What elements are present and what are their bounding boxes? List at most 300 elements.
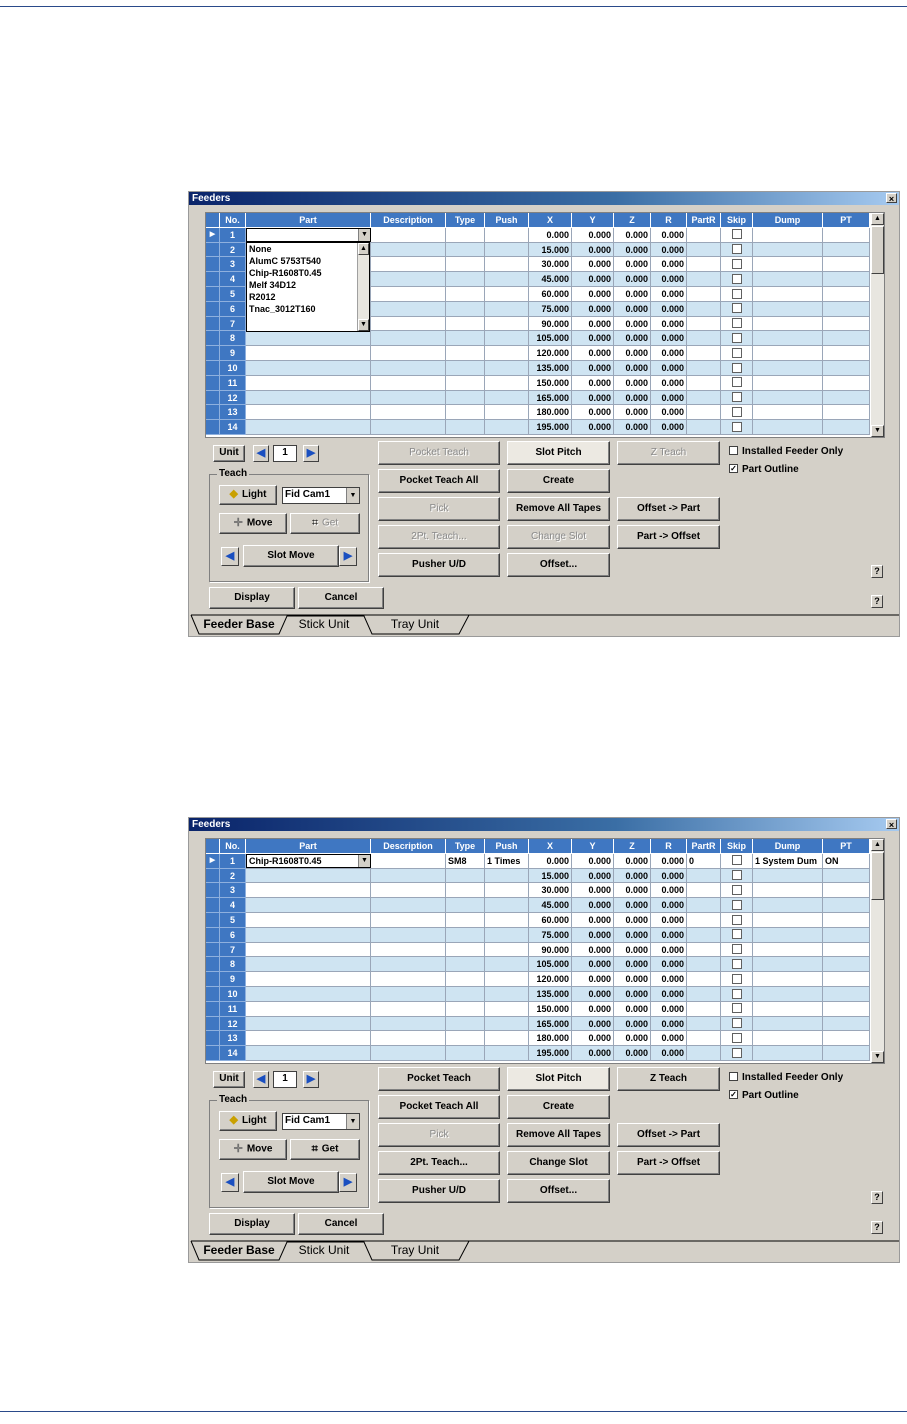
cell-description[interactable]: [371, 228, 446, 243]
tab-feeder-base[interactable]: Feeder Base: [203, 1243, 275, 1257]
cell-type[interactable]: [446, 391, 485, 406]
cell-partr[interactable]: [687, 869, 721, 884]
cell-push[interactable]: [485, 228, 529, 243]
cell-type[interactable]: SM8: [446, 854, 485, 869]
slot-pitch-button[interactable]: Slot Pitch: [507, 1067, 610, 1091]
skip-checkbox[interactable]: [732, 900, 742, 910]
cell-y[interactable]: 0.000: [572, 228, 614, 243]
create-button[interactable]: Create: [507, 1095, 610, 1119]
cell-push[interactable]: [485, 898, 529, 913]
cell-r[interactable]: 0.000: [651, 928, 687, 943]
cell-z[interactable]: 0.000: [614, 972, 651, 987]
cell-pt[interactable]: [823, 972, 870, 987]
slot-prev-arrow-icon[interactable]: ◀: [221, 1173, 239, 1192]
cell-partr[interactable]: [687, 287, 721, 302]
cell-dump[interactable]: [753, 913, 823, 928]
cell-push[interactable]: [485, 1002, 529, 1017]
cell-no[interactable]: 9: [220, 972, 246, 987]
cell-dump[interactable]: 1 System Dum: [753, 854, 823, 869]
cell-no[interactable]: 2: [220, 243, 246, 258]
tab-stick-unit[interactable]: Stick Unit: [298, 1243, 350, 1257]
cell-pt[interactable]: [823, 243, 870, 258]
cell-no[interactable]: 7: [220, 943, 246, 958]
cell-description[interactable]: [371, 391, 446, 406]
offset-to-part-button[interactable]: Offset -> Part: [617, 497, 720, 521]
cell-skip[interactable]: [721, 272, 753, 287]
cell-type[interactable]: [446, 1031, 485, 1046]
table-row[interactable]: [206, 420, 872, 435]
cell-pt[interactable]: [823, 987, 870, 1002]
cell-pt[interactable]: [823, 317, 870, 332]
cell-dump[interactable]: [753, 987, 823, 1002]
cell-partr[interactable]: [687, 405, 721, 420]
skip-checkbox[interactable]: [732, 377, 742, 387]
cell-pt[interactable]: [823, 228, 870, 243]
cell-r[interactable]: 0.000: [651, 228, 687, 243]
pusher-button[interactable]: Pusher U/D: [378, 553, 500, 577]
cell-skip[interactable]: [721, 913, 753, 928]
cell-r[interactable]: 0.000: [651, 391, 687, 406]
skip-checkbox[interactable]: [732, 1033, 742, 1043]
column-header[interactable]: Push: [485, 213, 529, 228]
cell-no[interactable]: 7: [220, 317, 246, 332]
cell-pt[interactable]: [823, 928, 870, 943]
cell-x[interactable]: 30.000: [529, 883, 572, 898]
cell-push[interactable]: [485, 972, 529, 987]
cell-dump[interactable]: [753, 869, 823, 884]
table-row[interactable]: [206, 869, 872, 884]
cell-z[interactable]: 0.000: [614, 854, 651, 869]
cell-dump[interactable]: [753, 972, 823, 987]
skip-checkbox[interactable]: [732, 407, 742, 417]
skip-checkbox[interactable]: [732, 929, 742, 939]
tab-tray-unit[interactable]: Tray Unit: [390, 617, 440, 631]
chevron-down-icon[interactable]: ▼: [346, 488, 359, 503]
cell-y[interactable]: 0.000: [572, 243, 614, 258]
cell-skip[interactable]: [721, 883, 753, 898]
cell-y[interactable]: 0.000: [572, 1002, 614, 1017]
unit-value[interactable]: 1: [273, 1071, 297, 1088]
column-header[interactable]: PT: [823, 839, 870, 854]
cell-part[interactable]: [246, 987, 371, 1002]
cell-r[interactable]: 0.000: [651, 361, 687, 376]
offset-button[interactable]: Offset...: [507, 553, 610, 577]
cell-type[interactable]: [446, 957, 485, 972]
dropdown-option[interactable]: Melf 34D12: [249, 279, 297, 290]
cell-type[interactable]: [446, 898, 485, 913]
cell-pt[interactable]: [823, 361, 870, 376]
help-button[interactable]: ?: [871, 1191, 883, 1204]
cell-push[interactable]: [485, 1046, 529, 1061]
part-outline-option[interactable]: [729, 464, 799, 475]
cell-r[interactable]: 0.000: [651, 243, 687, 258]
column-header[interactable]: Y: [572, 213, 614, 228]
cell-no[interactable]: 4: [220, 272, 246, 287]
column-header[interactable]: Part: [246, 213, 371, 228]
cell-description[interactable]: [371, 928, 446, 943]
cell-z[interactable]: 0.000: [614, 869, 651, 884]
cell-y[interactable]: 0.000: [572, 272, 614, 287]
cell-part[interactable]: [246, 346, 371, 361]
skip-checkbox[interactable]: [732, 855, 742, 865]
scroll-up-icon[interactable]: ▲: [871, 839, 884, 851]
cell-pt[interactable]: [823, 913, 870, 928]
cell-partr[interactable]: [687, 361, 721, 376]
skip-checkbox[interactable]: [732, 1048, 742, 1058]
slot-next-arrow-icon[interactable]: ▶: [339, 1173, 357, 1192]
slot-prev-arrow-icon[interactable]: ◀: [221, 547, 239, 566]
cell-x[interactable]: 120.000: [529, 972, 572, 987]
table-row[interactable]: [206, 1002, 872, 1017]
cell-partr[interactable]: [687, 257, 721, 272]
close-button[interactable]: ×: [886, 819, 897, 829]
cell-push[interactable]: [485, 883, 529, 898]
cell-push[interactable]: [485, 928, 529, 943]
cell-skip[interactable]: [721, 243, 753, 258]
change-slot-button[interactable]: Change Slot: [507, 1151, 610, 1175]
column-header[interactable]: Z: [614, 839, 651, 854]
cell-no[interactable]: 11: [220, 1002, 246, 1017]
cell-type[interactable]: [446, 331, 485, 346]
cell-x[interactable]: 75.000: [529, 302, 572, 317]
cell-y[interactable]: 0.000: [572, 346, 614, 361]
cell-r[interactable]: 0.000: [651, 1017, 687, 1032]
dropdown-option[interactable]: AlumC 5753T540: [249, 255, 322, 266]
cell-skip[interactable]: [721, 957, 753, 972]
cell-description[interactable]: [371, 1017, 446, 1032]
cell-description[interactable]: [371, 957, 446, 972]
column-header[interactable]: Z: [614, 213, 651, 228]
cell-type[interactable]: [446, 376, 485, 391]
cell-type[interactable]: [446, 420, 485, 435]
cell-part[interactable]: [246, 898, 371, 913]
part-outline-option[interactable]: [729, 1090, 799, 1101]
cell-pt[interactable]: [823, 272, 870, 287]
cell-no[interactable]: 13: [220, 1031, 246, 1046]
table-row[interactable]: [206, 376, 872, 391]
cell-push[interactable]: [485, 287, 529, 302]
cell-description[interactable]: [371, 272, 446, 287]
cell-z[interactable]: 0.000: [614, 928, 651, 943]
scroll-down-icon[interactable]: ▼: [871, 1051, 884, 1063]
cell-push[interactable]: [485, 272, 529, 287]
camera-select[interactable]: [282, 487, 360, 504]
cell-part[interactable]: [246, 972, 371, 987]
column-header[interactable]: Skip: [721, 839, 753, 854]
table-row[interactable]: [206, 883, 872, 898]
skip-checkbox[interactable]: [732, 870, 742, 880]
cell-x[interactable]: 180.000: [529, 405, 572, 420]
cell-z[interactable]: 0.000: [614, 287, 651, 302]
cell-z[interactable]: 0.000: [614, 346, 651, 361]
cell-dump[interactable]: [753, 243, 823, 258]
cell-description[interactable]: [371, 376, 446, 391]
cell-part[interactable]: [246, 1002, 371, 1017]
slot-next-arrow-icon[interactable]: ▶: [339, 547, 357, 566]
cell-partr[interactable]: [687, 943, 721, 958]
cell-pt[interactable]: [823, 391, 870, 406]
cell-push[interactable]: [485, 243, 529, 258]
pusher-button[interactable]: Pusher U/D: [378, 1179, 500, 1203]
cell-part[interactable]: [246, 361, 371, 376]
cell-dump[interactable]: [753, 391, 823, 406]
cell-part[interactable]: [246, 913, 371, 928]
column-header[interactable]: PartR: [687, 839, 721, 854]
cell-no[interactable]: 5: [220, 287, 246, 302]
pocket-teach-all-button[interactable]: Pocket Teach All: [378, 469, 500, 493]
cell-dump[interactable]: [753, 898, 823, 913]
cell-part[interactable]: [246, 928, 371, 943]
tab-tray-unit[interactable]: Tray Unit: [390, 1243, 440, 1257]
dropdown-option[interactable]: R2012: [249, 291, 276, 302]
pocket-teach-all-button[interactable]: Pocket Teach All: [378, 1095, 500, 1119]
cell-type[interactable]: [446, 928, 485, 943]
skip-checkbox[interactable]: [732, 289, 742, 299]
cell-partr[interactable]: [687, 331, 721, 346]
cell-r[interactable]: 0.000: [651, 346, 687, 361]
cell-x[interactable]: 0.000: [529, 854, 572, 869]
cell-description[interactable]: [371, 943, 446, 958]
cell-pt[interactable]: [823, 943, 870, 958]
cell-y[interactable]: 0.000: [572, 420, 614, 435]
column-header[interactable]: Y: [572, 839, 614, 854]
cell-push[interactable]: [485, 331, 529, 346]
cell-r[interactable]: 0.000: [651, 420, 687, 435]
cell-x[interactable]: 45.000: [529, 272, 572, 287]
cell-r[interactable]: 0.000: [651, 287, 687, 302]
cell-z[interactable]: 0.000: [614, 257, 651, 272]
cell-x[interactable]: 165.000: [529, 1017, 572, 1032]
cell-description[interactable]: [371, 257, 446, 272]
part-combo[interactable]: [246, 228, 371, 242]
cell-type[interactable]: [446, 987, 485, 1002]
cell-part[interactable]: [246, 869, 371, 884]
cell-part[interactable]: [246, 1017, 371, 1032]
cell-dump[interactable]: [753, 1046, 823, 1061]
cell-description[interactable]: [371, 913, 446, 928]
pick-button[interactable]: Pick: [378, 1123, 500, 1147]
cell-x[interactable]: 75.000: [529, 928, 572, 943]
cell-dump[interactable]: [753, 272, 823, 287]
column-header[interactable]: PartR: [687, 213, 721, 228]
cell-z[interactable]: 0.000: [614, 272, 651, 287]
tab-stick-unit[interactable]: Stick Unit: [298, 617, 350, 631]
cell-pt[interactable]: ON: [823, 854, 870, 869]
cell-x[interactable]: 60.000: [529, 287, 572, 302]
cell-no[interactable]: 12: [220, 1017, 246, 1032]
cell-description[interactable]: [371, 869, 446, 884]
cell-y[interactable]: 0.000: [572, 883, 614, 898]
cell-y[interactable]: 0.000: [572, 1017, 614, 1032]
cell-x[interactable]: 150.000: [529, 376, 572, 391]
cell-partr[interactable]: [687, 420, 721, 435]
cell-dump[interactable]: [753, 376, 823, 391]
table-row[interactable]: [206, 331, 872, 346]
cell-partr[interactable]: [687, 1031, 721, 1046]
cell-push[interactable]: [485, 257, 529, 272]
cell-r[interactable]: 0.000: [651, 331, 687, 346]
cell-z[interactable]: 0.000: [614, 1031, 651, 1046]
cell-skip[interactable]: [721, 898, 753, 913]
cell-type[interactable]: [446, 1017, 485, 1032]
cell-description[interactable]: [371, 854, 446, 869]
cell-no[interactable]: 8: [220, 957, 246, 972]
cell-description[interactable]: [371, 898, 446, 913]
cell-y[interactable]: 0.000: [572, 943, 614, 958]
cell-dump[interactable]: [753, 420, 823, 435]
cell-dump[interactable]: [753, 302, 823, 317]
cell-skip[interactable]: [721, 1002, 753, 1017]
table-row[interactable]: [206, 1017, 872, 1032]
table-row[interactable]: [206, 1046, 872, 1061]
pocket-teach-button[interactable]: Pocket Teach: [378, 1067, 500, 1091]
part-to-offset-button[interactable]: Part -> Offset: [617, 525, 720, 549]
cell-no[interactable]: 6: [220, 302, 246, 317]
cell-push[interactable]: [485, 302, 529, 317]
column-header[interactable]: X: [529, 839, 572, 854]
cell-partr[interactable]: [687, 243, 721, 258]
cell-part[interactable]: [246, 331, 371, 346]
skip-checkbox[interactable]: [732, 422, 742, 432]
cell-description[interactable]: [371, 331, 446, 346]
installed-feeder-only-checkbox[interactable]: [729, 446, 738, 455]
cell-x[interactable]: 30.000: [529, 257, 572, 272]
cell-skip[interactable]: [721, 972, 753, 987]
cell-description[interactable]: [371, 243, 446, 258]
table-row[interactable]: [206, 1031, 872, 1046]
two-pt-teach-button[interactable]: 2Pt. Teach...: [378, 525, 500, 549]
grid-scrollbar[interactable]: [871, 213, 884, 437]
scroll-up-icon[interactable]: ▲: [358, 243, 369, 255]
cell-y[interactable]: 0.000: [572, 257, 614, 272]
close-button[interactable]: ×: [886, 193, 897, 203]
cell-partr[interactable]: [687, 391, 721, 406]
cell-skip[interactable]: [721, 257, 753, 272]
cell-y[interactable]: 0.000: [572, 1046, 614, 1061]
cell-type[interactable]: [446, 243, 485, 258]
cell-y[interactable]: 0.000: [572, 869, 614, 884]
cell-r[interactable]: 0.000: [651, 1002, 687, 1017]
cell-dump[interactable]: [753, 1017, 823, 1032]
cell-no[interactable]: 11: [220, 376, 246, 391]
cell-z[interactable]: 0.000: [614, 302, 651, 317]
table-row[interactable]: [206, 898, 872, 913]
unit-prev-arrow-icon[interactable]: ◀: [253, 445, 269, 462]
cell-description[interactable]: [371, 987, 446, 1002]
cell-r[interactable]: 0.000: [651, 854, 687, 869]
cell-push[interactable]: [485, 957, 529, 972]
skip-checkbox[interactable]: [732, 318, 742, 328]
unit-next-arrow-icon[interactable]: ▶: [303, 1071, 319, 1088]
table-row[interactable]: [206, 913, 872, 928]
cell-skip[interactable]: [721, 302, 753, 317]
cell-z[interactable]: 0.000: [614, 1017, 651, 1032]
cell-type[interactable]: [446, 1002, 485, 1017]
cell-z[interactable]: 0.000: [614, 1046, 651, 1061]
cell-push[interactable]: [485, 913, 529, 928]
tab-feeder-base[interactable]: Feeder Base: [203, 617, 275, 631]
table-row[interactable]: [206, 361, 872, 376]
cell-y[interactable]: 0.000: [572, 928, 614, 943]
cell-dump[interactable]: [753, 957, 823, 972]
table-row[interactable]: [206, 957, 872, 972]
scroll-thumb[interactable]: [871, 852, 884, 900]
cell-x[interactable]: 0.000: [529, 228, 572, 243]
column-header[interactable]: R: [651, 839, 687, 854]
column-header[interactable]: [206, 213, 220, 228]
cell-r[interactable]: 0.000: [651, 376, 687, 391]
unit-next-arrow-icon[interactable]: ▶: [303, 445, 319, 462]
cell-skip[interactable]: [721, 869, 753, 884]
cell-z[interactable]: 0.000: [614, 913, 651, 928]
cell-z[interactable]: 0.000: [614, 957, 651, 972]
cancel-button[interactable]: Cancel: [298, 1213, 384, 1235]
column-header[interactable]: [206, 839, 220, 854]
cell-description[interactable]: [371, 1002, 446, 1017]
cell-y[interactable]: 0.000: [572, 957, 614, 972]
cell-r[interactable]: 0.000: [651, 972, 687, 987]
z-teach-button[interactable]: Z Teach: [617, 441, 720, 465]
cell-type[interactable]: [446, 302, 485, 317]
cell-pt[interactable]: [823, 331, 870, 346]
cell-skip[interactable]: [721, 987, 753, 1002]
cell-no[interactable]: 13: [220, 405, 246, 420]
scroll-down-icon[interactable]: ▼: [358, 319, 369, 331]
help-button[interactable]: ?: [871, 1221, 883, 1234]
cell-type[interactable]: [446, 1046, 485, 1061]
cell-partr[interactable]: [687, 376, 721, 391]
column-header[interactable]: R: [651, 213, 687, 228]
cell-z[interactable]: 0.000: [614, 405, 651, 420]
part-outline-checkbox[interactable]: ✓: [730, 463, 737, 473]
cell-skip[interactable]: [721, 376, 753, 391]
cell-skip[interactable]: [721, 420, 753, 435]
cell-no[interactable]: 6: [220, 928, 246, 943]
skip-checkbox[interactable]: [732, 915, 742, 925]
display-button[interactable]: Display: [209, 1213, 295, 1235]
cell-r[interactable]: 0.000: [651, 302, 687, 317]
cell-description[interactable]: [371, 1031, 446, 1046]
cell-z[interactable]: 0.000: [614, 376, 651, 391]
cell-x[interactable]: 90.000: [529, 943, 572, 958]
cell-type[interactable]: [446, 287, 485, 302]
scroll-thumb[interactable]: [871, 226, 884, 274]
cell-type[interactable]: [446, 405, 485, 420]
installed-feeder-only-checkbox[interactable]: [729, 1072, 738, 1081]
column-header[interactable]: No.: [220, 839, 246, 854]
cell-description[interactable]: [371, 972, 446, 987]
cell-y[interactable]: 0.000: [572, 987, 614, 1002]
cell-skip[interactable]: [721, 854, 753, 869]
cell-push[interactable]: [485, 869, 529, 884]
dropdown-scrollbar[interactable]: [357, 243, 369, 331]
cell-z[interactable]: 0.000: [614, 317, 651, 332]
cell-y[interactable]: 0.000: [572, 287, 614, 302]
pocket-teach-button[interactable]: Pocket Teach: [378, 441, 500, 465]
cell-z[interactable]: 0.000: [614, 361, 651, 376]
column-header[interactable]: Skip: [721, 213, 753, 228]
cell-no[interactable]: 1: [220, 854, 246, 869]
cell-x[interactable]: 195.000: [529, 1046, 572, 1061]
column-header[interactable]: Description: [371, 839, 446, 854]
cell-type[interactable]: [446, 913, 485, 928]
cell-no[interactable]: 9: [220, 346, 246, 361]
change-slot-button[interactable]: Change Slot: [507, 525, 610, 549]
skip-checkbox[interactable]: [732, 1003, 742, 1013]
cell-z[interactable]: 0.000: [614, 391, 651, 406]
cell-r[interactable]: 0.000: [651, 913, 687, 928]
cell-y[interactable]: 0.000: [572, 361, 614, 376]
